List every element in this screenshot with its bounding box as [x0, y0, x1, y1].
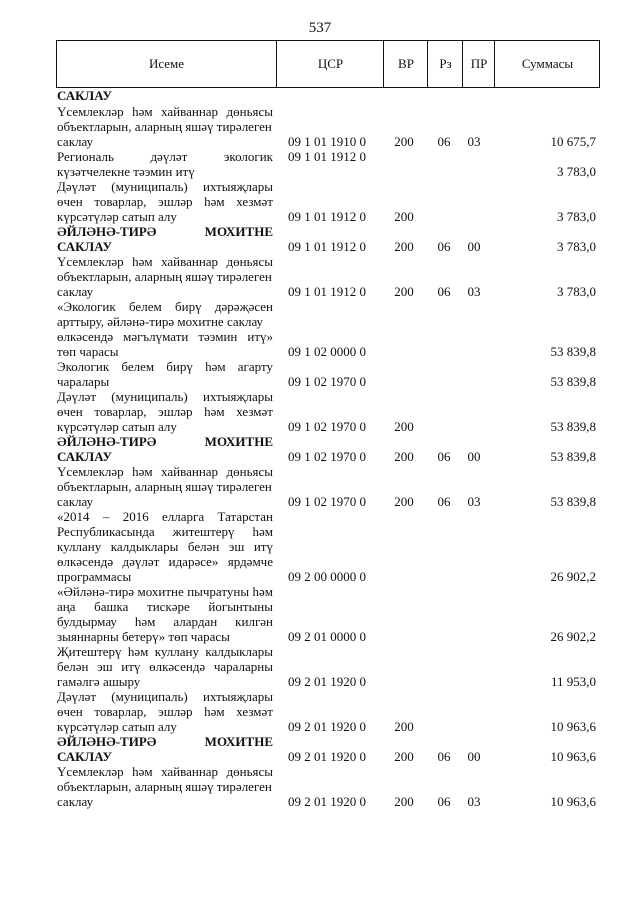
- cell-name: САКЛАУ: [57, 449, 113, 464]
- cell-name: куллану калдыклары белән эш итү: [57, 539, 273, 554]
- cell-name: объектларын, аларның яшәү тирәлеген: [57, 269, 272, 284]
- table-row: [0, 764, 640, 780]
- cell-pr: 03: [467, 794, 481, 809]
- table-row: [0, 389, 640, 405]
- cell-name: зыяннарны бетерү» төп чарасы: [57, 629, 230, 644]
- cell-sum: 10 675,7: [550, 134, 596, 149]
- cell-name: ӘЙЛӘНӘ-ТИРӘ МОХИТНЕ: [57, 434, 273, 449]
- table-row: [0, 194, 640, 210]
- cell-csr: 09 2 01 1920 0: [288, 794, 366, 809]
- table-row: [0, 674, 640, 690]
- table-row: [0, 164, 640, 180]
- cell-name: күрсәтүләр сатып алу: [57, 419, 177, 434]
- cell-pr: 03: [467, 284, 481, 299]
- cell-vr: 200: [394, 449, 414, 464]
- table-row: [0, 509, 640, 525]
- cell-pr: 00: [467, 749, 481, 764]
- table-row: [0, 134, 640, 150]
- cell-name: Үсемлекләр һәм хайваннар дөньясы: [57, 764, 273, 779]
- table-row: [0, 494, 640, 510]
- cell-name: булдырмау һәм алардан килгән: [57, 614, 273, 629]
- table-row: [0, 88, 640, 104]
- cell-name: Үсемлекләр һәм хайваннар дөньясы: [57, 104, 273, 119]
- cell-pr: 00: [467, 239, 481, 254]
- cell-name: Җитештерү һәм куллану калдыклары: [57, 644, 273, 659]
- table-header: [56, 40, 600, 88]
- table-row: [0, 359, 640, 375]
- cell-sum: 53 839,8: [550, 344, 596, 359]
- cell-name: өчен товарлар, эшләр һәм хезмәт: [57, 194, 273, 209]
- cell-vr: 200: [394, 749, 414, 764]
- cell-sum: 26 902,2: [550, 569, 596, 584]
- table-row: [0, 404, 640, 420]
- table-row: [0, 524, 640, 540]
- cell-name: өлкәсендә мәгълүмати тәэмин итү»: [57, 329, 273, 344]
- cell-name: күзәтчелекне тәэмин итү: [57, 164, 195, 179]
- table-row: [0, 209, 640, 225]
- cell-sum: 3 783,0: [557, 284, 596, 299]
- cell-csr: 09 1 01 1912 0: [288, 284, 366, 299]
- table-row: [0, 584, 640, 600]
- table-row: [0, 149, 640, 165]
- cell-csr: 09 1 02 1970 0: [288, 374, 366, 389]
- cell-sum: 11 953,0: [550, 674, 596, 689]
- table-row: [0, 419, 640, 435]
- table-row: [0, 464, 640, 480]
- table-row: [0, 689, 640, 705]
- cell-name: Республикасында житештерү һәм: [57, 524, 273, 539]
- cell-name: «2014 – 2016 елларга Татарстан: [57, 509, 273, 524]
- table-row: [0, 299, 640, 315]
- table-row: [0, 749, 640, 765]
- cell-sum: 10 963,6: [550, 719, 596, 734]
- table-row: [0, 434, 640, 450]
- cell-rz: 06: [437, 239, 451, 254]
- column-header-name: Исеме: [148, 56, 185, 71]
- table-row: [0, 614, 640, 630]
- cell-sum: 53 839,8: [550, 419, 596, 434]
- table-row: [0, 449, 640, 465]
- cell-csr: 09 2 00 0000 0: [288, 569, 366, 584]
- table-row: [0, 314, 640, 330]
- cell-vr: 200: [394, 794, 414, 809]
- table-row: [0, 479, 640, 495]
- table-row: [0, 284, 640, 300]
- cell-rz: 06: [437, 134, 451, 149]
- table-row: [0, 719, 640, 735]
- cell-name: чаралары: [57, 374, 110, 389]
- cell-name: объектларын, аларның яшәү тирәлеген: [57, 119, 272, 134]
- cell-csr: 09 1 01 1912 0: [288, 239, 366, 254]
- cell-csr: 09 1 01 1912 0: [288, 149, 366, 164]
- cell-csr: 09 2 01 1920 0: [288, 749, 366, 764]
- cell-rz: 06: [437, 749, 451, 764]
- cell-sum: 3 783,0: [557, 164, 596, 179]
- cell-name: Дәүләт (муниципаль) ихтыяҗлары: [57, 689, 273, 704]
- cell-name: САКЛАУ: [57, 749, 113, 764]
- table-row: [0, 224, 640, 240]
- cell-vr: 200: [394, 419, 414, 434]
- cell-csr: 09 1 01 1912 0: [288, 209, 366, 224]
- cell-csr: 09 2 01 1920 0: [288, 719, 366, 734]
- table-row: [0, 629, 640, 645]
- cell-sum: 53 839,8: [550, 494, 596, 509]
- cell-name: «Әйләнә-тирә мохитне пычратуны һәм: [57, 584, 273, 599]
- cell-name: күрсәтүләр сатып алу: [57, 719, 177, 734]
- cell-sum: 10 963,6: [550, 794, 596, 809]
- table-row: [0, 104, 640, 120]
- column-header-csr: ЦСР: [276, 41, 384, 87]
- cell-rz: 06: [437, 449, 451, 464]
- cell-name: саклау: [57, 284, 94, 299]
- cell-name: төп чарасы: [57, 344, 119, 359]
- cell-name: ӘЙЛӘНӘ-ТИРӘ МОХИТНЕ: [57, 224, 273, 239]
- column-header-pr: ПР: [462, 41, 495, 87]
- table-row: [0, 779, 640, 795]
- table-row: [0, 344, 640, 360]
- cell-name: Дәүләт (муниципаль) ихтыяҗлары: [57, 179, 273, 194]
- cell-name: объектларын, аларның яшәү тирәлеген: [57, 479, 272, 494]
- table-row: [0, 179, 640, 195]
- table-row: [0, 659, 640, 675]
- cell-vr: 200: [394, 134, 414, 149]
- table-row: [0, 374, 640, 390]
- column-header-vr: ВР: [383, 41, 428, 87]
- cell-name: күрсәтүләр сатып алу: [57, 209, 177, 224]
- table-row: [0, 119, 640, 135]
- table-row: [0, 269, 640, 285]
- cell-vr: 200: [394, 239, 414, 254]
- cell-sum: 26 902,2: [550, 629, 596, 644]
- cell-name: Экологик белем бирү һәм агарту: [57, 359, 273, 374]
- cell-pr: 00: [467, 449, 481, 464]
- cell-rz: 06: [437, 284, 451, 299]
- cell-vr: 200: [394, 494, 414, 509]
- cell-name: Үсемлекләр һәм хайваннар дөньясы: [57, 464, 273, 479]
- cell-csr: 09 2 01 0000 0: [288, 629, 366, 644]
- cell-name: Үсемлекләр һәм хайваннар дөньясы: [57, 254, 273, 269]
- cell-name: объектларын, аларның яшәү тирәлеген: [57, 779, 272, 794]
- cell-name: өлкәсендә дәүләт идарәсе» ярдәмче: [57, 554, 273, 569]
- table-row: [0, 569, 640, 585]
- cell-rz: 06: [437, 794, 451, 809]
- cell-csr: 09 1 01 1910 0: [288, 134, 366, 149]
- cell-name: саклау: [57, 794, 94, 809]
- table-row: [0, 539, 640, 555]
- cell-name: өчен товарлар, эшләр һәм хезмәт: [57, 404, 273, 419]
- cell-name: ӘЙЛӘНӘ-ТИРӘ МОХИТНЕ: [57, 734, 273, 749]
- table-row: [0, 644, 640, 660]
- cell-csr: 09 2 01 1920 0: [288, 674, 366, 689]
- table-row: [0, 554, 640, 570]
- cell-name: Региональ дәүләт экологик: [57, 149, 273, 164]
- cell-name: арттыру, әйләнә-тирә мохитне саклау: [57, 314, 264, 329]
- cell-csr: 09 1 02 1970 0: [288, 419, 366, 434]
- table-row: [0, 239, 640, 255]
- cell-name: «Экологик белем бирү дәрәҗәсен: [57, 299, 273, 314]
- cell-name: саклау: [57, 134, 94, 149]
- table-row: [0, 704, 640, 720]
- cell-rz: 06: [437, 494, 451, 509]
- cell-sum: 10 963,6: [550, 749, 596, 764]
- cell-vr: 200: [394, 284, 414, 299]
- cell-sum: 3 783,0: [557, 239, 596, 254]
- cell-name: программасы: [57, 569, 132, 584]
- cell-vr: 200: [394, 719, 414, 734]
- cell-name: аңа башка тискәре йогынтыны: [57, 599, 273, 614]
- cell-pr: 03: [467, 134, 481, 149]
- cell-name: САКЛАУ: [57, 88, 113, 103]
- cell-sum: 3 783,0: [557, 209, 596, 224]
- cell-name: Дәүләт (муниципаль) ихтыяҗлары: [57, 389, 273, 404]
- cell-csr: 09 1 02 1970 0: [288, 449, 366, 464]
- table-row: [0, 599, 640, 615]
- column-header-rz: Рз: [427, 41, 463, 87]
- cell-csr: 09 1 02 0000 0: [288, 344, 366, 359]
- cell-csr: 09 1 02 1970 0: [288, 494, 366, 509]
- cell-vr: 200: [394, 209, 414, 224]
- table-row: [0, 329, 640, 345]
- cell-name: белән эш итү өлкәсендә чараларны: [57, 659, 273, 674]
- cell-name: өчен товарлар, эшләр һәм хезмәт: [57, 704, 273, 719]
- cell-sum: 53 839,8: [550, 449, 596, 464]
- table-row: [0, 794, 640, 810]
- column-header-sum: Суммасы: [494, 41, 600, 87]
- cell-sum: 53 839,8: [550, 374, 596, 389]
- cell-name: гамәлгә ашыру: [57, 674, 141, 689]
- cell-name: САКЛАУ: [57, 239, 113, 254]
- table-row: [0, 734, 640, 750]
- cell-name: саклау: [57, 494, 94, 509]
- page-number: 537: [308, 20, 332, 36]
- cell-pr: 03: [467, 494, 481, 509]
- table-row: [0, 254, 640, 270]
